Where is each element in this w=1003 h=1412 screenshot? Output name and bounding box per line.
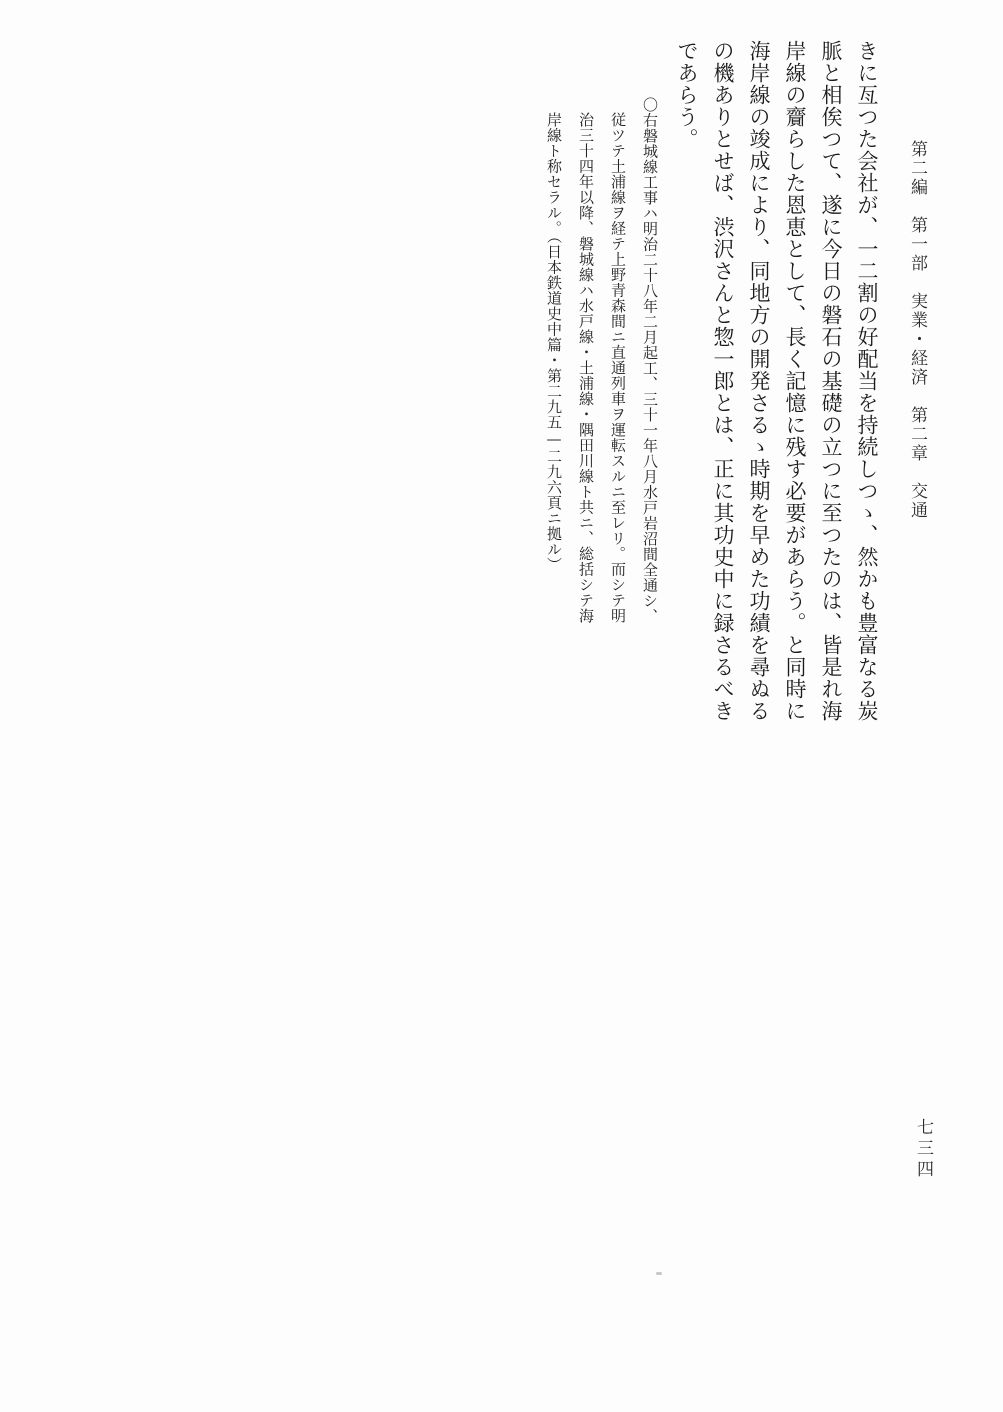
paper-speck — [656, 1272, 662, 1275]
body-line-1: きに亙つた会社が、一二割の好配当を持続しつゝ、然かも豊富なる炭 — [855, 40, 879, 722]
body-line-3: 岸線の齎らした恩恵として、長く記憶に残す必要があらう。と同時に — [783, 40, 807, 722]
note-line-3: 治三十四年以降、磐城線ハ水戸線・土浦線・隅田川線ト共ニ、総括シテ海 — [577, 112, 595, 624]
body-line-6: であらう。 — [675, 40, 699, 150]
body-line-4: 海岸線の竣成により、同地方の開発さるゝ時期を早めた功績を尋ぬる — [747, 40, 771, 722]
page-number: 七三四 — [913, 1118, 933, 1181]
body-line-5: の機ありとせば、渋沢さんと惣一郎とは、正に其功史中に録さるべき — [711, 40, 735, 722]
body-line-2: 脈と相俟つて、遂に今日の磐石の基礎の立つに至つたのは、皆是れ海 — [819, 40, 843, 722]
note-line-2: 従ツテ土浦線ヲ経テ上野青森間ニ直通列車ヲ運転スルニ至レリ。而シテ明 — [609, 112, 627, 624]
running-head: 第二編 第一部 実業・経済 第二章 交通 — [907, 140, 927, 520]
note-line-1: 〇右磐城線工事ハ明治二十八年二月起工、三十一年八月水戸岩沼間全通シ、 — [641, 97, 659, 624]
note-line-4: 岸線ト称セラル。（日本鉄道史中篇・第二九五—二九六頁ニ拠ル） — [545, 112, 563, 573]
